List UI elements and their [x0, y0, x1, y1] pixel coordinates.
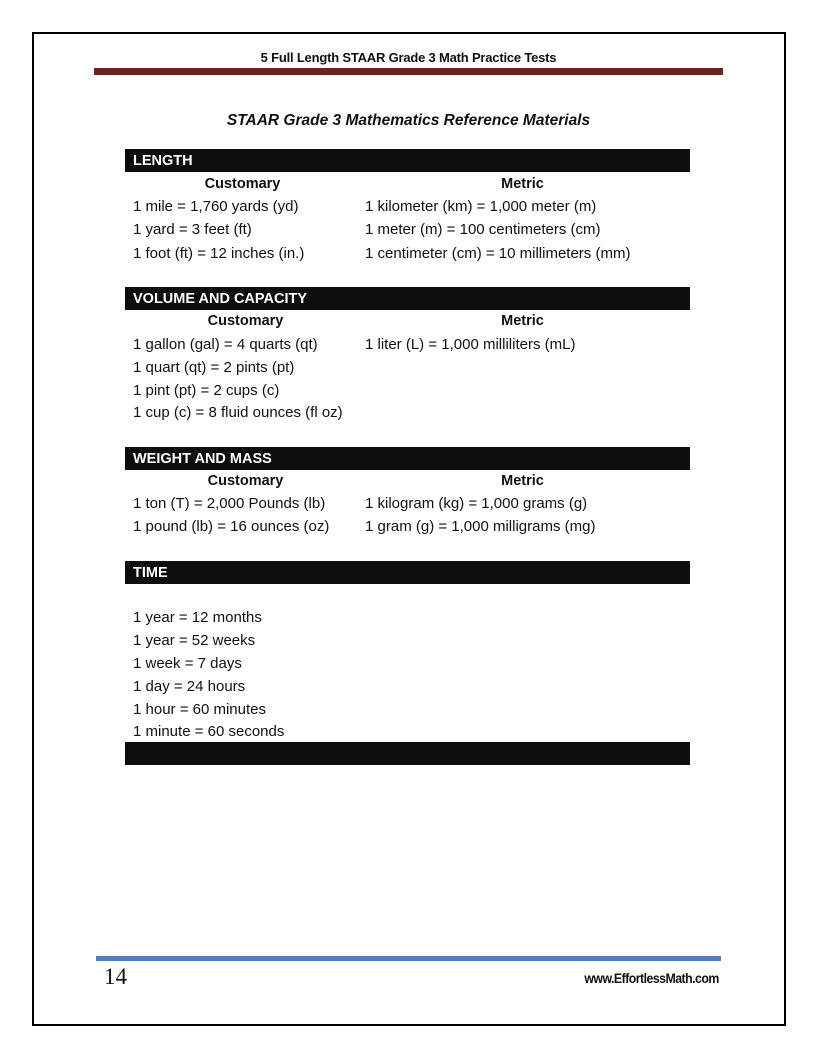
weight-metric-row: 1 gram (g) = 1,000 milligrams (mg)	[365, 518, 596, 535]
footer-divider	[96, 956, 721, 961]
weight-customary-row: 1 pound (lb) = 16 ounces (oz)	[133, 518, 330, 535]
length-customary-row: 1 mile = 1,760 yards (yd)	[133, 198, 299, 215]
weight-customary-header: Customary	[207, 473, 284, 489]
time-row: 1 hour = 60 minutes	[133, 701, 267, 718]
volume-customary-header: Customary	[207, 313, 284, 329]
weight-metric-header: Metric	[501, 473, 544, 489]
time-row: 1 week = 7 days	[133, 655, 242, 672]
section-header-time: TIME	[125, 561, 690, 584]
length-customary-row: 1 yard = 3 feet (ft)	[133, 221, 252, 238]
volume-metric-header: Metric	[501, 313, 544, 329]
footer-website-link[interactable]: www.EffortlessMath.com	[584, 970, 719, 986]
volume-customary-row: 1 quart (qt) = 2 pints (pt)	[133, 359, 295, 376]
page-number: 14	[104, 964, 127, 989]
section-header-volume: VOLUME AND CAPACITY	[125, 287, 690, 310]
document-title: STAAR Grade 3 Mathematics Reference Materials	[226, 112, 591, 129]
time-row: 1 year = 12 months	[133, 609, 262, 626]
time-row: 1 day = 24 hours	[133, 678, 246, 695]
header-divider	[94, 68, 723, 75]
length-metric-row: 1 kilometer (km) = 1,000 meter (m)	[365, 198, 597, 215]
section-header-length: LENGTH	[125, 149, 690, 172]
length-metric-header: Metric	[501, 176, 544, 192]
length-customary-header: Customary	[204, 176, 281, 192]
header-title: 5 Full Length STAAR Grade 3 Math Practice Tests	[260, 50, 557, 65]
time-row: 1 year = 52 weeks	[133, 632, 256, 649]
length-metric-row: 1 meter (m) = 100 centimeters (cm)	[365, 221, 601, 238]
section-header-weight: WEIGHT AND MASS	[125, 447, 690, 470]
weight-metric-row: 1 kilogram (kg) = 1,000 grams (g)	[365, 495, 588, 512]
time-row: 1 minute = 60 seconds	[133, 723, 285, 740]
length-customary-row: 1 foot (ft) = 12 inches (in.)	[133, 245, 305, 262]
weight-customary-row: 1 ton (T) = 2,000 Pounds (lb)	[133, 495, 326, 512]
volume-customary-row: 1 gallon (gal) = 4 quarts (qt)	[133, 336, 318, 353]
volume-customary-row: 1 pint (pt) = 2 cups (c)	[133, 382, 280, 399]
table-bottom-bar	[125, 742, 690, 765]
volume-metric-row: 1 liter (L) = 1,000 milliliters (mL)	[365, 336, 576, 353]
volume-customary-row: 1 cup (c) = 8 fluid ounces (fl oz)	[133, 404, 343, 421]
length-metric-row: 1 centimeter (cm) = 10 millimeters (mm)	[365, 245, 631, 262]
